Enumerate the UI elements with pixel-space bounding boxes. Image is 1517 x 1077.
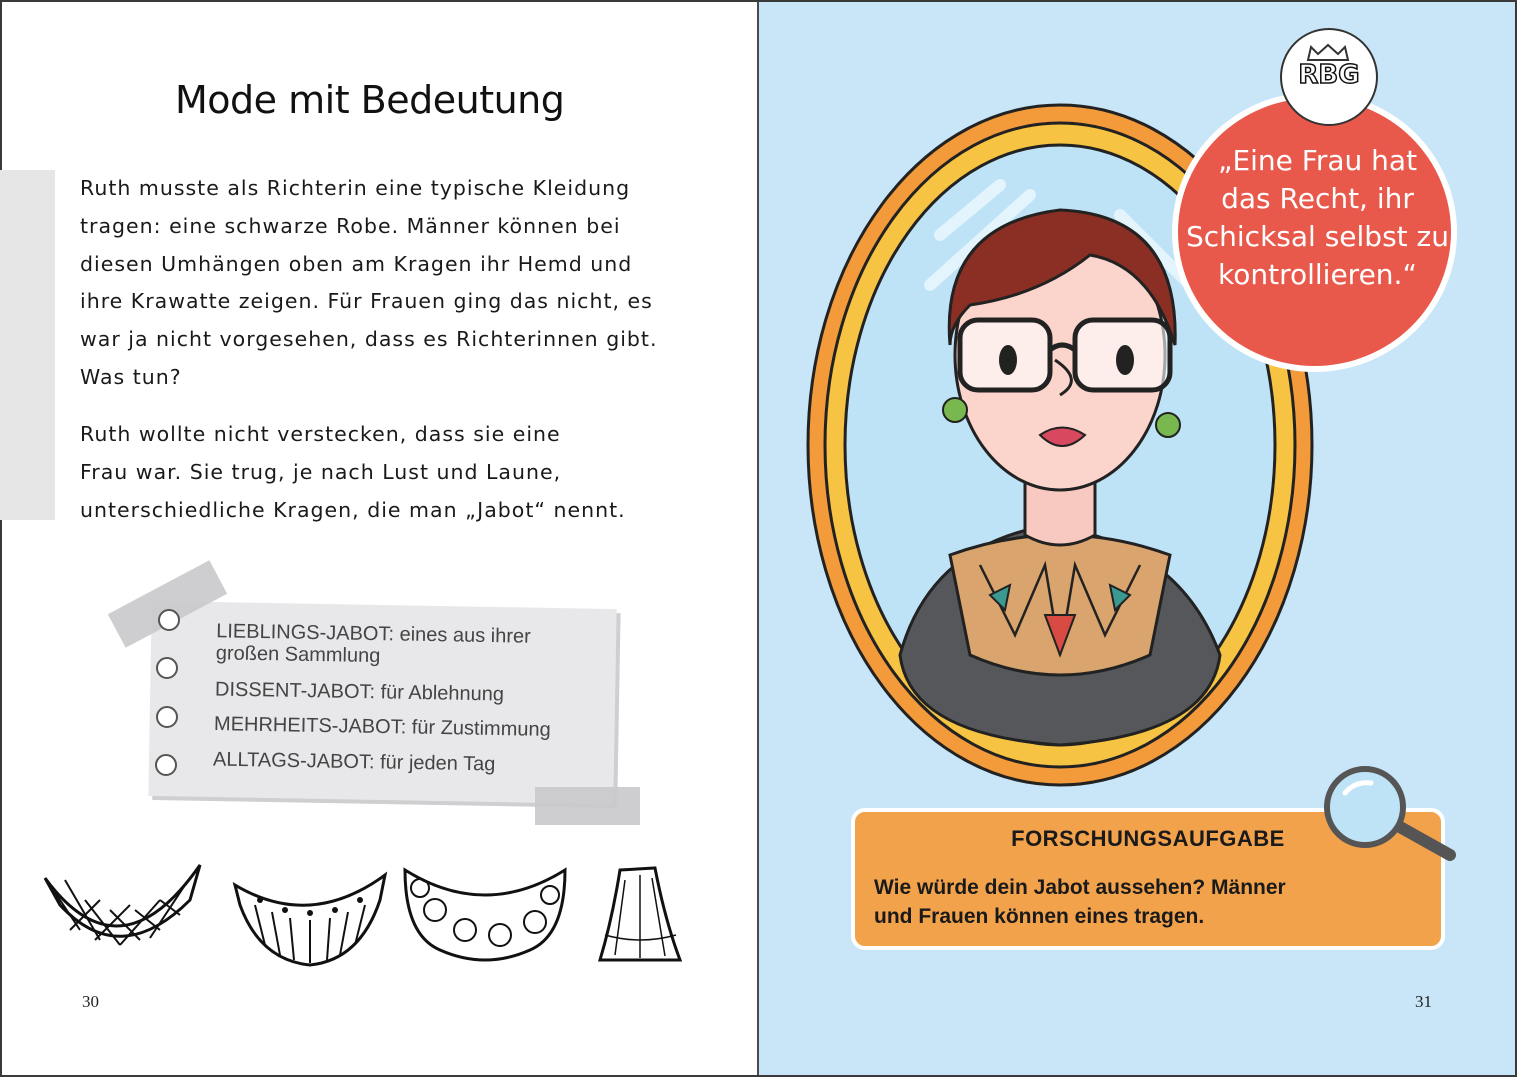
note-item-line: großen Sammlung [215, 642, 381, 668]
page-title: Mode mit Bedeutung [175, 78, 565, 122]
binder-hole-icon [156, 706, 178, 728]
quote-text [1185, 142, 1450, 294]
net-jabot-icon [45, 865, 200, 945]
quote-line: kontrollieren.“ [1218, 258, 1417, 291]
text-line: unterschiedliche Kragen, die man „Jabot“ nennt. [80, 497, 626, 522]
rbg-badge-label: RBG [1298, 60, 1360, 90]
research-task-title: FORSCHUNGSAUFGABE [1011, 826, 1285, 851]
binder-hole-icon [155, 754, 177, 776]
text-line: Ruth musste als Richterin eine typische Kleidung [80, 176, 631, 200]
text-line: Frau war. Sie trug, je nach Lust und Laune, [80, 459, 562, 484]
page-number-left: 30 [82, 992, 99, 1011]
research-task-body [874, 873, 1414, 931]
text-line: Ruth wollte nicht verstecken, dass sie eine [80, 422, 561, 446]
jabot-illustrations [40, 860, 690, 970]
beaded-jabot-icon [235, 875, 385, 965]
binder-hole-icon [158, 609, 180, 631]
binder-hole-icon [156, 657, 178, 679]
quote-line: „Eine Frau hat [1217, 144, 1418, 177]
task-line: Wie würde dein Jabot aussehen? Männer [874, 876, 1286, 899]
note-item-lieblings [216, 620, 531, 669]
paragraph-2 [80, 416, 680, 529]
crown-icon [1303, 42, 1353, 62]
text-line: diesen Umhängen oben am Kragen ihr Hemd und [80, 251, 633, 276]
jabot-note-card [110, 565, 650, 830]
quote-line: Schicksal selbst zu [1185, 220, 1449, 253]
text-line: tragen: eine schwarze Robe. Männer können bei [80, 213, 621, 238]
note-item-line: MEHRHEITS-JABOT: für Zustimmung [213, 713, 551, 741]
note-item-line: LIEBLINGS-JABOT: eines aus ihrer [216, 620, 531, 648]
text-line: Was tun? [80, 364, 182, 389]
quote-line: das Recht, ihr [1221, 182, 1414, 215]
note-item-line: ALLTAGS-JABOT: für jeden Tag [212, 748, 496, 776]
tape-bottom-right [535, 787, 640, 825]
magnifying-glass-icon [1305, 765, 1460, 865]
paragraph-1 [80, 170, 680, 397]
page-number-right: 31 [1415, 992, 1432, 1011]
text-line: war ja nicht vorgesehen, dass es Richterinnen gibt. [80, 327, 658, 352]
long-jabot-icon [600, 868, 680, 960]
lace-jabot-icon [405, 870, 565, 960]
text-line: ihre Krawatte zeigen. Für Frauen ging das nicht, es [80, 289, 653, 314]
note-item-line: DISSENT-JABOT: für Ablehnung [214, 678, 505, 706]
task-line: und Frauen können eines tragen. [874, 905, 1205, 928]
side-accent-bar [0, 170, 55, 520]
